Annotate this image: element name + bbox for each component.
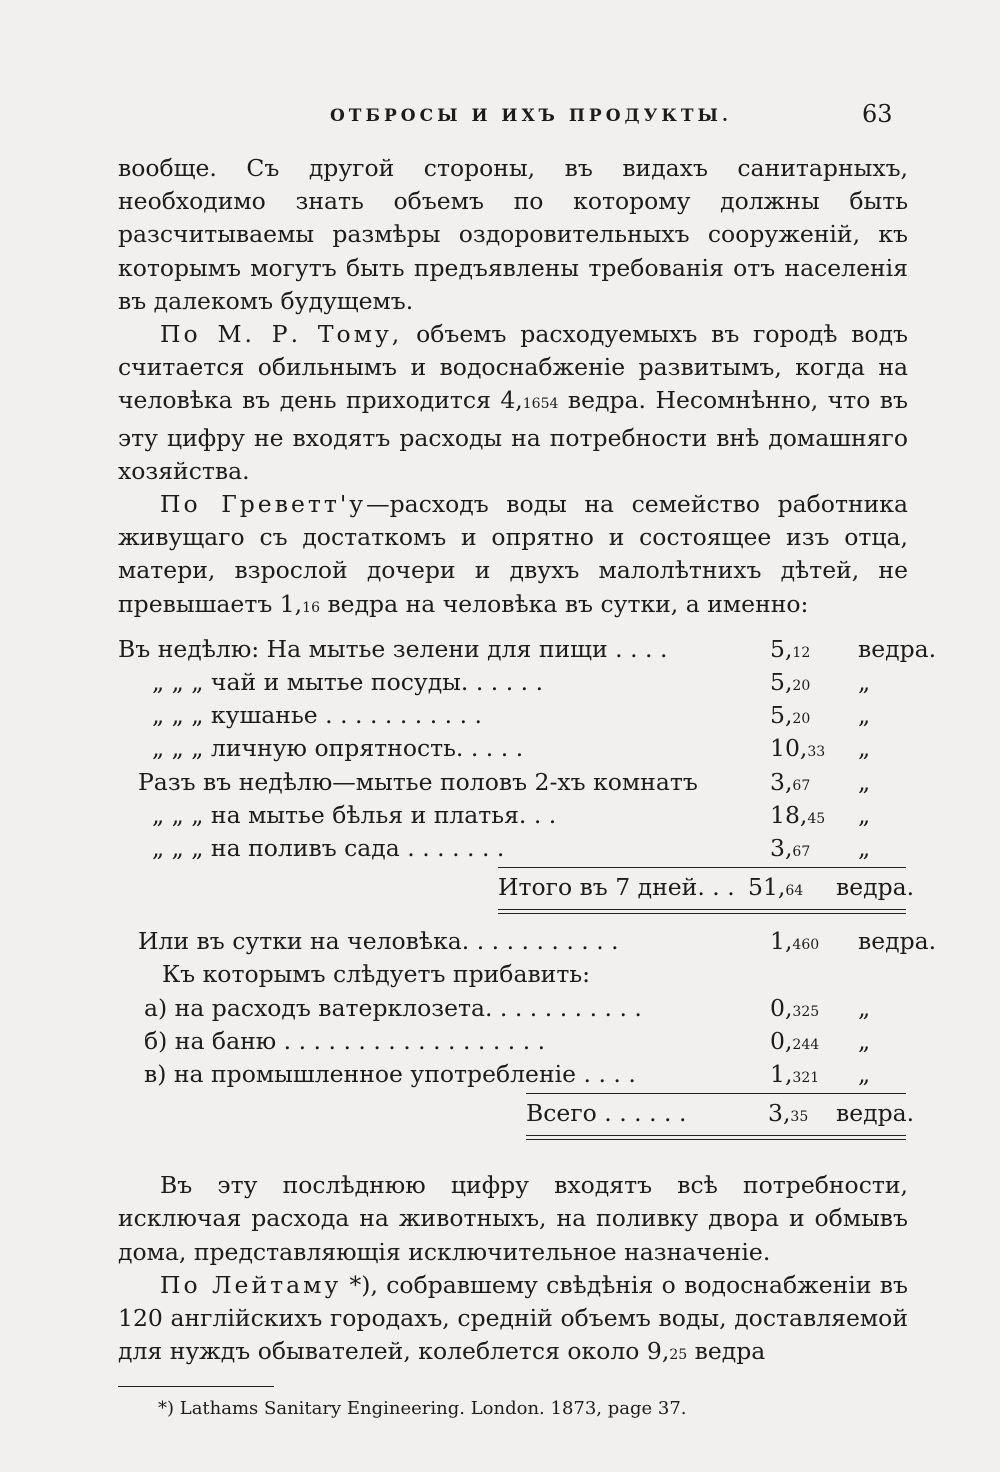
value-int: 5, xyxy=(770,634,793,663)
value-frac: 45 xyxy=(807,810,826,827)
row-value xyxy=(770,766,810,803)
page-number: 63 xyxy=(862,100,893,128)
paragraph-text: ведра. Несомнѣнно, что въ эту цифру не входятъ расходы на потребности внѣ домашняго хозяйства. xyxy=(118,386,908,485)
total-value xyxy=(748,871,803,908)
paragraph-text: ведра xyxy=(687,1337,766,1366)
table-row xyxy=(118,1058,908,1091)
value-int: 51, xyxy=(748,873,786,902)
author-name: По М. Р. Тому, xyxy=(160,320,403,349)
row-unit: „ xyxy=(858,800,871,829)
paragraph-1: вообще. Съ другой стороны, въ видахъ санитарныхъ, необходимо знать объемъ по которому должны быть разсчитываемы размѣры оздоровительныхъ сооруженій, къ которымъ могутъ быть предъявлены требованія отъ населенія въ далекомъ будущемъ. xyxy=(118,154,908,315)
value-frac: 35 xyxy=(790,1109,809,1126)
table-row xyxy=(118,992,908,1025)
sum-unit: ведра. xyxy=(836,1099,915,1128)
row-label: „ „ „ на поливъ сада . . . . . . . xyxy=(152,833,505,862)
row-unit: „ xyxy=(858,734,871,763)
paragraph-text: ведра на человѣка въ сутки, а именно: xyxy=(319,589,809,618)
value-frac: 33 xyxy=(807,744,826,761)
value-int: 0, xyxy=(770,993,793,1022)
paragraph-4: Въ эту послѣднюю цифру входятъ всѣ потребности, исключая расхода на животныхъ, на поливку двора и обмывъ дома, представляющія исключительное назначеніе. xyxy=(118,1171,908,1266)
decimal-fraction: 1654 xyxy=(522,396,559,413)
row-unit: „ xyxy=(858,993,871,1022)
sum-row xyxy=(118,1091,915,1133)
sum-rule xyxy=(526,1093,906,1094)
row-value xyxy=(770,699,810,736)
row-value xyxy=(770,732,825,769)
weekly-water-table xyxy=(118,633,937,1133)
value-int: 18, xyxy=(770,800,808,829)
table-row xyxy=(118,732,908,765)
paragraph-tom xyxy=(118,318,908,488)
sum-value xyxy=(768,1097,808,1134)
value-int: 10, xyxy=(770,734,808,763)
paragraph-text: *), собравшему свѣдѣнія о водоснабженіи въ 120 англійскихъ городахъ, средній объемъ воды, доставляемой для нуждъ обывателей, колеблется около 9, xyxy=(118,1270,908,1366)
value-int: 3, xyxy=(770,833,793,862)
row-value xyxy=(770,925,819,962)
author-name: По Греветт'у xyxy=(160,490,367,519)
decimal-fraction: 25 xyxy=(669,1347,688,1364)
table-row xyxy=(118,832,908,865)
add-heading-text: Къ которымъ слѣдуетъ прибавить: xyxy=(162,960,591,989)
value-frac: 67 xyxy=(792,843,811,860)
table-row xyxy=(118,699,908,732)
total-double-rule xyxy=(498,913,906,914)
sum-label: Всего . . . . . . xyxy=(526,1099,687,1128)
footnote: *) Lathams Sanitary Engineering. London. 1873, page 37. xyxy=(158,1398,687,1419)
per-day-row xyxy=(118,925,937,958)
row-label: „ „ „ кушанье . . . . . . . . . . . xyxy=(152,701,483,730)
value-int: 3, xyxy=(768,1099,791,1128)
value-frac: 244 xyxy=(792,1036,820,1053)
total-unit: ведра. xyxy=(836,873,915,902)
add-heading xyxy=(118,958,908,991)
row-unit: „ xyxy=(858,1059,871,1088)
sum-double-rule xyxy=(526,1135,906,1136)
running-head: ОТБРОСЫ И ИХЪ ПРОДУКТЫ. xyxy=(330,106,732,126)
table-row xyxy=(118,766,908,799)
table-row xyxy=(118,1025,908,1058)
row-label: а) на расходъ ватерклозета. . . . . . . . . . . xyxy=(144,993,642,1022)
footnote-rule xyxy=(118,1386,274,1387)
total-double-rule xyxy=(498,909,906,910)
value-int: 5, xyxy=(770,668,793,697)
value-frac: 64 xyxy=(785,883,804,900)
row-label: „ „ „ на мытье бѣлья и платья. . . xyxy=(152,800,557,829)
decimal-fraction: 16 xyxy=(302,599,320,616)
sum-double-rule xyxy=(526,1139,906,1140)
row-label: Разъ въ недѣлю—мытье половъ 2-хъ комнатъ xyxy=(138,767,698,796)
row-label: Въ недѣлю: На мытье зелени для пищи . . . . xyxy=(118,634,668,663)
table-row xyxy=(118,666,908,699)
row-label: Или въ сутки на человѣка. . . . . . . . . . . xyxy=(138,927,619,956)
row-unit: „ xyxy=(858,701,871,730)
total-row xyxy=(118,865,915,907)
table-row xyxy=(118,633,937,666)
row-unit: „ xyxy=(858,1026,871,1055)
row-value xyxy=(770,992,819,1029)
body-text xyxy=(118,152,937,1372)
row-label: в) на промышленное употребленіе . . . . xyxy=(144,1059,636,1088)
row-unit: „ xyxy=(858,668,871,697)
value-int: 5, xyxy=(770,701,793,730)
row-label: „ „ „ личную опрятность. . . . . xyxy=(152,734,524,763)
total-rule xyxy=(498,867,906,868)
row-value xyxy=(770,1025,819,1062)
paragraph-text: объемъ расходуемыхъ въ городѣ водъ считается обильнымъ и водоснабженіе развитымъ, когда на человѣка въ день приходится 4, xyxy=(118,320,908,415)
total-label: Итого въ 7 дней. . . xyxy=(498,873,735,902)
value-frac: 20 xyxy=(792,678,811,695)
row-label: б) на баню . . . . . . . . . . . . . . . . . . xyxy=(144,1026,546,1055)
paragraph-grevett xyxy=(118,488,908,625)
paragraph-leitam xyxy=(118,1269,908,1373)
paragraph-text: —расходъ воды на семейство работника живущаго съ достаткомъ и опрятно и состоящее изъ отца, матери, взрослой дочери и двухъ малолѣтнихъ дѣтей, не превышаетъ 1, xyxy=(118,490,908,618)
row-value xyxy=(770,666,810,703)
author-name: По Лейтаму xyxy=(160,1270,342,1299)
value-frac: 325 xyxy=(792,1003,820,1020)
row-unit: ведра. xyxy=(858,927,937,956)
row-value xyxy=(770,1058,819,1095)
value-int: 1, xyxy=(770,1059,793,1088)
row-value xyxy=(770,832,810,869)
value-int: 3, xyxy=(770,767,793,796)
row-unit: „ xyxy=(858,767,871,796)
row-unit: ведра. xyxy=(858,634,937,663)
row-unit: „ xyxy=(858,833,871,862)
value-int: 1, xyxy=(770,927,793,956)
row-value xyxy=(770,633,810,670)
row-value xyxy=(770,799,825,836)
value-frac: 12 xyxy=(792,644,811,661)
value-frac: 20 xyxy=(792,711,811,728)
value-frac: 460 xyxy=(792,937,820,954)
row-label: „ „ „ чай и мытье посуды. . . . . . xyxy=(152,668,544,697)
value-frac: 67 xyxy=(792,777,811,794)
page-header xyxy=(0,100,1000,130)
value-frac: 321 xyxy=(792,1069,820,1086)
value-int: 0, xyxy=(770,1026,793,1055)
table-row xyxy=(118,799,908,832)
